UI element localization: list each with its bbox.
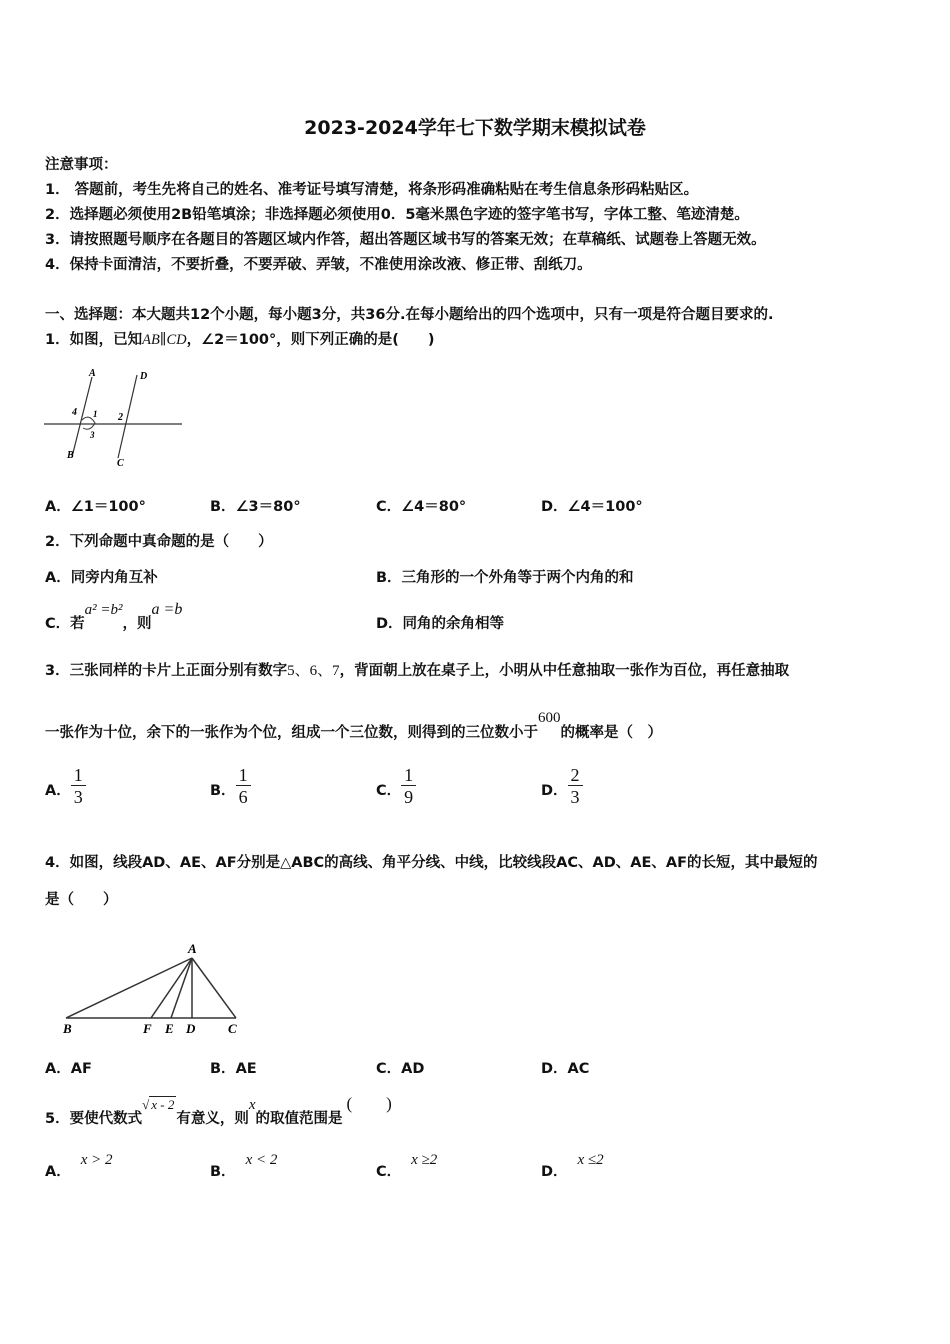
- q4-option-c[interactable]: [376, 1057, 424, 1078]
- section-heading: 一、选择题：本大题共12个小题，每小题3分，共36分.在每小题给出的四个选项中，只有一项是符合题目要求的.: [45, 307, 774, 323]
- q1-option-c-letter: C．: [376, 499, 402, 515]
- q5-option-b[interactable]: [210, 1148, 277, 1178]
- q3-option-a-den: 3: [73, 787, 83, 807]
- q1-label-2: 2: [118, 412, 123, 423]
- q3-option-a[interactable]: [45, 765, 86, 808]
- q4-option-b[interactable]: [210, 1057, 257, 1078]
- q5-option-d-letter: D．: [541, 1164, 568, 1180]
- q3-option-d-den: 3: [570, 787, 580, 807]
- q5-option-a-text: x > 2: [80, 1152, 113, 1168]
- q1-option-d-text: ∠4＝100°: [567, 499, 643, 515]
- q4-option-a-text: AF: [70, 1061, 92, 1077]
- q1-option-b[interactable]: [210, 495, 301, 516]
- q4-option-d-letter: D．: [541, 1061, 568, 1077]
- q1-stem-prefix: 1．如图，已知: [45, 332, 143, 348]
- q5-option-a-letter: A．: [45, 1164, 71, 1180]
- q3-option-b-den: 6: [238, 787, 248, 807]
- q4-option-b-text: AE: [235, 1061, 257, 1077]
- q5-answer-paren: ( ): [346, 1094, 392, 1113]
- q1-option-d[interactable]: [541, 495, 643, 516]
- q1-option-a-letter: A．: [45, 499, 71, 515]
- q1-stem-suffix: ，∠2＝100°，则下列正确的是( ): [186, 332, 435, 348]
- page-title: 2023-2024学年七下数学期末模拟试卷: [304, 117, 646, 139]
- q5-option-b-letter: B．: [210, 1164, 236, 1180]
- q4-label-a: A: [188, 941, 197, 956]
- q3-option-a-fraction: [71, 765, 86, 808]
- q4-segment-ac: [192, 958, 236, 1018]
- q3-option-d-fraction: [568, 765, 583, 808]
- question-1-stem: [45, 328, 435, 349]
- q3-line2-suffix: 的概率是（ ）: [560, 725, 662, 741]
- q4-label-b: B: [63, 1021, 72, 1036]
- question-4-line-2: 是（ ）: [45, 892, 118, 908]
- q3-option-a-num: 1: [71, 765, 86, 786]
- q4-label-f: F: [143, 1021, 152, 1036]
- q3-option-a-letter: A．: [45, 782, 71, 799]
- q2-option-c[interactable]: [45, 598, 182, 632]
- notice-item-2: 2．选择题必须使用2B铅笔填涂；非选择题必须使用0．5毫米黑色字迹的签字笔书写，字体工整、笔迹清楚。: [45, 207, 749, 223]
- q5-radical: [142, 1096, 176, 1112]
- q1-label-c: C: [117, 458, 124, 469]
- q1-label-1: 1: [93, 409, 98, 419]
- q1-parallel-expr: AB∥CD: [142, 332, 187, 348]
- q3-option-b-fraction: [236, 765, 251, 808]
- q2-option-a[interactable]: A．同旁内角互补: [45, 570, 158, 586]
- q3-option-c-den: 9: [404, 787, 414, 807]
- q5-sqrt-sign: √: [142, 1097, 150, 1112]
- q4-segment-ab: [66, 958, 192, 1018]
- question-3-line-1: [45, 659, 789, 680]
- q1-option-b-letter: B．: [210, 499, 236, 515]
- q2-option-c-math1: a² =b²: [84, 602, 123, 618]
- notice-item-1: 1． 答题前，考生先将自己的姓名、准考证号填写清楚，将条形码准确粘贴在考生信息条形码粘贴区。: [45, 182, 699, 198]
- q1-label-4: 4: [72, 407, 77, 418]
- q3-line2-prefix: 一张作为十位，余下的一张作为个位，组成一个三位数，则得到的三位数小于: [45, 725, 538, 741]
- q3-option-d-num: 2: [568, 765, 583, 786]
- q3-option-c-num: 1: [401, 765, 416, 786]
- q5-variable: x: [248, 1097, 256, 1113]
- q3-line1-prefix: 3．三张同样的卡片上正面分别有数字: [45, 663, 288, 679]
- q2-option-c-mid: ，则: [122, 616, 152, 632]
- q1-label-3: 3: [90, 430, 95, 440]
- q3-option-c[interactable]: [376, 765, 416, 808]
- q4-label-c: C: [228, 1021, 237, 1036]
- q5-option-c-text: x ≥2: [411, 1152, 438, 1168]
- q3-option-b[interactable]: [210, 765, 251, 808]
- q5-stem-mid: 有意义，则: [176, 1111, 249, 1127]
- q4-label-d: D: [186, 1021, 196, 1036]
- q2-option-c-math2: a =b: [151, 601, 183, 618]
- question-2-stem: 2．下列命题中真命题的是（ ）: [45, 534, 273, 550]
- q5-option-c-letter: C．: [376, 1164, 402, 1180]
- q5-option-d-text: x ≤2: [577, 1152, 604, 1168]
- question-4-line-1: 4．如图，线段AD、AE、AF分别是△ABC的高线、角平分线、中线，比较线段AC、AD、AE、AF的长短，其中最短的: [45, 855, 818, 871]
- q4-option-c-letter: C．: [376, 1061, 402, 1077]
- q1-option-c-text: ∠4＝80°: [401, 499, 467, 515]
- q3-option-b-num: 1: [236, 765, 251, 786]
- q3-option-c-letter: C．: [376, 782, 402, 799]
- notice-item-4: 4．保持卡面清洁，不要折叠，不要弄破、弄皱，不准使用涂改液、修正带、刮纸刀。: [45, 257, 592, 273]
- notice-heading: 注意事项：: [45, 157, 118, 173]
- q3-option-c-fraction: [401, 765, 416, 808]
- q4-option-c-text: AD: [401, 1061, 425, 1077]
- question-3-line-2: [45, 706, 662, 741]
- q5-radicand: x - 2: [151, 1097, 175, 1112]
- q4-option-a-letter: A．: [45, 1061, 71, 1077]
- q4-label-e: E: [165, 1021, 174, 1036]
- q3-digits: 5、6、7: [287, 663, 340, 679]
- q2-option-d[interactable]: D．同角的余角相等: [376, 616, 505, 632]
- q5-option-c[interactable]: [376, 1148, 437, 1178]
- q1-label-b: B: [67, 450, 74, 461]
- q3-line1-suffix: ，背面朝上放在桌子上，小明从中任意抽取一张作为百位，再任意抽取: [339, 663, 790, 679]
- q5-option-d[interactable]: [541, 1148, 604, 1178]
- question-5-stem: [45, 1089, 392, 1127]
- q1-label-a: A: [89, 368, 96, 379]
- q4-option-d[interactable]: [541, 1057, 589, 1078]
- q2-option-c-prefix: C．若: [45, 616, 85, 632]
- q2-option-b[interactable]: B．三角形的一个外角等于两个内角的和: [376, 570, 634, 586]
- q1-option-d-letter: D．: [541, 499, 568, 515]
- q5-option-b-text: x < 2: [245, 1152, 278, 1168]
- q3-option-b-letter: B．: [210, 782, 236, 799]
- q1-option-a-text: ∠1＝100°: [70, 499, 146, 515]
- q3-threshold: 600: [538, 710, 561, 726]
- q5-stem-suffix: 的取值范围是: [255, 1111, 343, 1127]
- q4-option-d-text: AC: [567, 1061, 590, 1077]
- q4-option-b-letter: B．: [210, 1061, 236, 1077]
- q3-option-d-letter: D．: [541, 782, 568, 799]
- notice-item-3: 3．请按照题号顺序在各题目的答题区域内作答，超出答题区域书写的答案无效；在草稿纸、试题卷上答题无效。: [45, 232, 766, 248]
- q5-option-a[interactable]: [45, 1148, 113, 1178]
- q4-figure: [58, 938, 248, 1040]
- q1-label-d: D: [140, 371, 148, 382]
- q5-stem-prefix: 5．要使代数式: [45, 1111, 143, 1127]
- q1-option-c[interactable]: [376, 495, 466, 516]
- q1-figure: [42, 365, 187, 475]
- q1-option-a[interactable]: [45, 495, 146, 516]
- q4-option-a[interactable]: [45, 1057, 92, 1078]
- q3-option-d[interactable]: [541, 765, 583, 808]
- q1-option-b-text: ∠3＝80°: [235, 499, 301, 515]
